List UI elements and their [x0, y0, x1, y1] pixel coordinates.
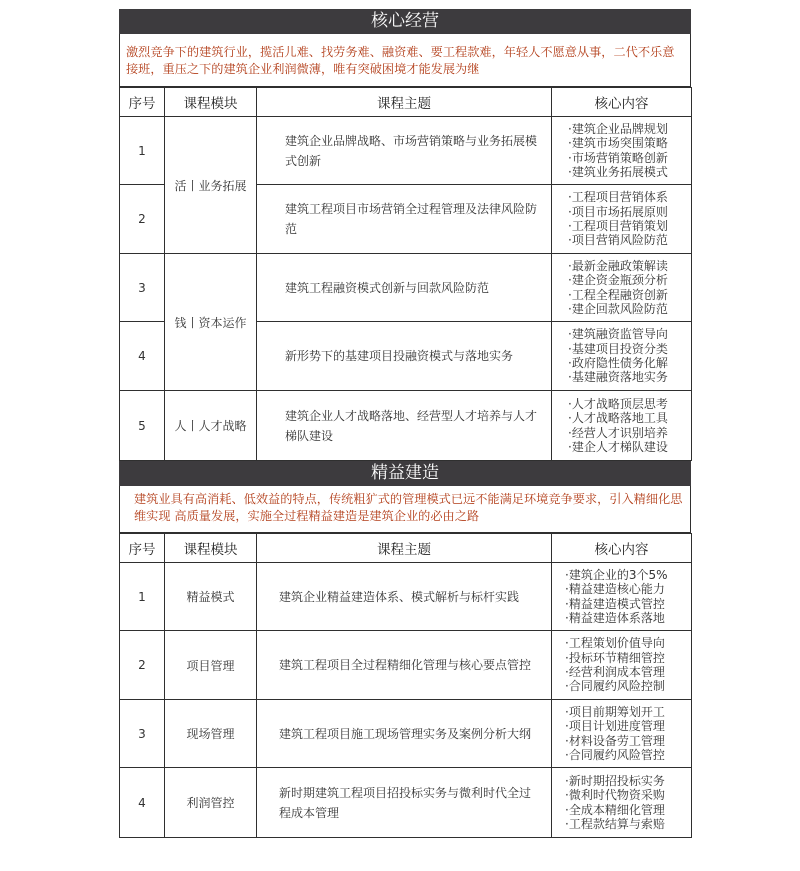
row-module: 精益模式 [165, 563, 257, 631]
row-topic: 建筑工程项目市场营销全过程管理及法律风险防范 [257, 185, 552, 254]
course-table [119, 87, 692, 461]
core-item: ·政府隐性债务化解 [568, 356, 668, 370]
table-row [120, 391, 692, 461]
core-item: ·合同履约风险控制 [565, 679, 665, 694]
core-item: ·工程全程融资创新 [568, 287, 668, 302]
core-item: ·项目营销风险防范 [568, 233, 668, 248]
header-core: 核心内容 [552, 88, 692, 117]
core-item: ·材料设备劳工管理 [565, 733, 665, 748]
row-number: 3 [120, 700, 165, 768]
table-header-row [120, 534, 692, 563]
section-title: 核心经营 [119, 9, 691, 34]
core-item: ·项目前期筹划开工 [565, 704, 665, 719]
section-core-business [119, 9, 691, 461]
row-number: 3 [120, 254, 165, 322]
core-item: ·建筑市场突围策略 [568, 136, 668, 151]
table-row [120, 254, 692, 322]
core-item: ·基建项目投资分类 [568, 341, 668, 356]
course-table [119, 533, 692, 838]
row-core-content [552, 391, 692, 461]
core-item: ·工程策划价值导向 [565, 636, 665, 651]
core-item: ·微利时代物资采购 [565, 788, 665, 803]
core-item: ·建筑企业品牌规划 [568, 121, 668, 136]
core-item: ·建筑融资监管导向 [568, 327, 668, 342]
core-item: ·建企回款风险防范 [568, 301, 668, 316]
row-topic: 建筑企业品牌战略、市场营销策略与业务拓展模式创新 [257, 117, 552, 185]
table-row [120, 700, 692, 768]
row-module: 项目管理 [165, 631, 257, 700]
row-core-content [552, 563, 692, 631]
row-number: 4 [120, 322, 165, 391]
core-item: ·人才战略落地工具 [568, 411, 668, 426]
header-module: 课程模块 [165, 534, 257, 563]
row-number: 2 [120, 185, 165, 254]
row-topic: 建筑工程项目施工现场管理实务及案例分析大纲 [257, 700, 552, 768]
row-topic: 建筑工程融资模式创新与回款风险防范 [257, 254, 552, 322]
core-item: ·精益建造模式管控 [565, 596, 665, 611]
core-item: ·新时期招投标实务 [565, 773, 665, 788]
table-row [120, 117, 692, 185]
header-module: 课程模块 [165, 88, 257, 117]
core-item: ·全成本精细化管理 [565, 802, 665, 817]
header-number: 序号 [120, 534, 165, 563]
row-module: 现场管理 [165, 700, 257, 768]
row-module: 利润管控 [165, 768, 257, 838]
row-topic: 建筑工程项目全过程精细化管理与核心要点管控 [257, 631, 552, 700]
row-number: 2 [120, 631, 165, 700]
core-item: ·建企资金瓶颈分析 [568, 273, 668, 288]
row-core-content [552, 117, 692, 185]
core-item: ·建筑企业的3个5% [565, 567, 668, 582]
row-module: 人丨人才战略 [165, 391, 257, 461]
row-core-content [552, 700, 692, 768]
core-item: ·精益建造体系落地 [565, 610, 665, 625]
row-topic: 新形势下的基建项目投融资模式与落地实务 [257, 322, 552, 391]
table-row [120, 768, 692, 838]
core-item: ·项目市场拓展原则 [568, 204, 668, 219]
core-item: ·市场营销策略创新 [568, 150, 668, 165]
core-item: ·项目计划进度管理 [565, 719, 665, 734]
row-number: 5 [120, 391, 165, 461]
core-item: ·合同履约风险管控 [565, 747, 665, 762]
row-topic: 建筑企业精益建造体系、模式解析与标杆实践 [257, 563, 552, 631]
header-number: 序号 [120, 88, 165, 117]
row-core-content [552, 768, 692, 838]
header-topic: 课程主题 [257, 88, 552, 117]
core-item: ·建企人才梯队建设 [568, 439, 668, 454]
core-item: ·最新金融政策解读 [568, 258, 668, 273]
section-title: 精益建造 [119, 461, 691, 486]
row-core-content [552, 322, 692, 391]
core-item: ·基建融资落地实务 [568, 370, 668, 385]
row-module: 钱丨资本运作 [165, 254, 257, 391]
section-intro: 激烈竞争下的建筑行业，揽活儿难、找劳务难、融资难、要工程款难，年轻人不愿意从事，二代不乐意接班，重压之下的建筑企业利润微薄，唯有突破困境才能发展为继 [119, 34, 691, 87]
core-item: ·工程款结算与索赔 [565, 816, 665, 831]
row-topic: 新时期建筑工程项目招投标实务与微利时代全过程成本管理 [257, 768, 552, 838]
row-number: 4 [120, 768, 165, 838]
core-item: ·经营利润成本管理 [565, 665, 665, 679]
header-core: 核心内容 [552, 534, 692, 563]
core-item: ·人才战略顶层思考 [568, 396, 668, 411]
section-lean-construction [119, 461, 691, 838]
row-number: 1 [120, 563, 165, 631]
table-header-row [120, 88, 692, 117]
core-item: ·经营人才识别培养 [568, 425, 668, 440]
table-row [120, 631, 692, 700]
section-intro: 建筑业具有高消耗、低效益的特点，传统粗犷式的管理模式已远不能满足环境竞争要求，引入精细化思维实现 高质量发展，实施全过程精益建造是建筑企业的必由之路 [119, 486, 691, 533]
row-module: 活丨业务拓展 [165, 117, 257, 254]
core-item: ·工程项目营销策划 [568, 219, 668, 233]
row-number: 1 [120, 117, 165, 185]
course-outline [119, 9, 691, 838]
row-core-content [552, 254, 692, 322]
core-item: ·工程项目营销体系 [568, 190, 668, 205]
row-core-content [552, 185, 692, 254]
core-item: ·精益建造核心能力 [565, 582, 665, 597]
row-topic: 建筑企业人才战略落地、经营型人才培养与人才梯队建设 [257, 391, 552, 461]
core-item: ·建筑业务拓展模式 [568, 164, 668, 179]
core-item: ·投标环节精细管控 [565, 650, 665, 665]
row-core-content [552, 631, 692, 700]
header-topic: 课程主题 [257, 534, 552, 563]
table-row [120, 563, 692, 631]
